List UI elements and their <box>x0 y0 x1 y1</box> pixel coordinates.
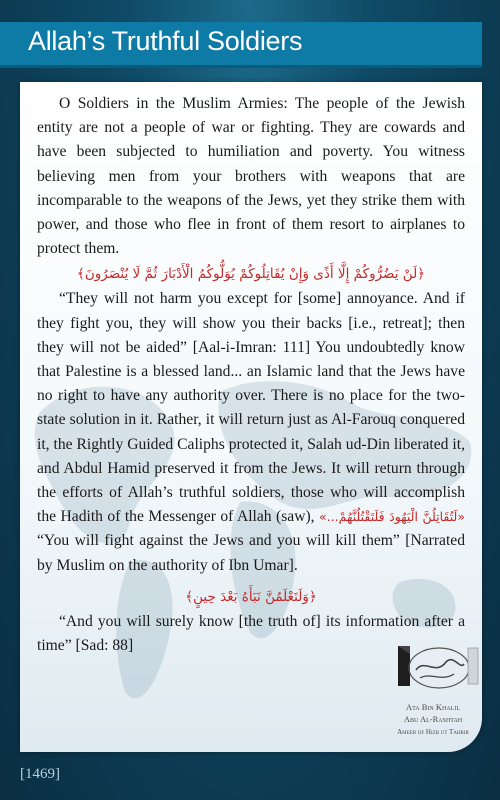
page-title: Allah’s Truthful Soldiers <box>28 26 303 56</box>
paragraph-3: “And you will surely know [the truth of] its information after a time” [Sad: 88] <box>37 612 465 655</box>
article-body <box>37 92 465 658</box>
title-bar <box>0 22 482 68</box>
paragraph-2 <box>37 287 465 577</box>
page-number: [1469] <box>20 766 60 782</box>
paragraph-1: O Soldiers in the Muslim Armies: The people of the Jewish entity are not a people of war or fighting. They are cowards and have been subjected to humiliation and poverty. You witness believing men from your brothers with weapons that are incomparable to the weapons of the Jews, yet they strike them with power, and those who flee in front of them resort to airplanes to protect them. <box>37 95 465 258</box>
seal-title: Ameer of Hizb ut Tahrir <box>397 728 469 736</box>
seal-name: Ata Bin Khalil <box>405 702 461 712</box>
paragraph-2-text: “They will not harm you except for [some] annoyance. And if they fight you, they will show you their backs [i.e., retreat]; then they will not be aided” [Aal-i-Imran: 111] You undoubtedly know that Palestine is a blessed land... an Islamic land that the Jews have no right to have any authority over. There is no place for the two-state solution in it. Rather, it will return just as Al-Farouq conquered it, the Rightly Guided Caliphs protected it, Salah ud-Din liberated it, and Abdul Hamid preserved it from the Jews. It will return through the efforts of Allah’s truthful soldiers, those who will accomplish the Hadith of the Messenger of Allah (saw), <box>37 290 465 526</box>
seal-emblem-icon <box>384 640 482 700</box>
author-seal <box>384 640 482 756</box>
quran-verse-arabic-1: ﴿لَنْ يَضُرُّوكُمْ إِلَّا أَذًى وَإِنْ يُقَاتِلُوكُمْ يُوَلُّوكُمُ الْأَدْبَارَ ثُمَّ لَا يُنْصَرُونَ﴾ <box>76 266 426 283</box>
quran-verse-arabic-2: ﴿وَلَتَعْلَمُنَّ نَبَأَهُ بَعْدَ حِينٍ﴾ <box>185 588 317 605</box>
paragraph-2-end: “You will fight against the Jews and you will kill them” [Narrated by Muslim on the authority of Ibn Umar]. <box>37 532 465 574</box>
seal-name-2: Abu Al-Rashtah <box>403 714 463 724</box>
hadith-arabic: «...لَتُقَاتِلُنَّ الْيَهُودَ فَلَتَقْتُلُنَّهُمْ» <box>319 509 465 525</box>
